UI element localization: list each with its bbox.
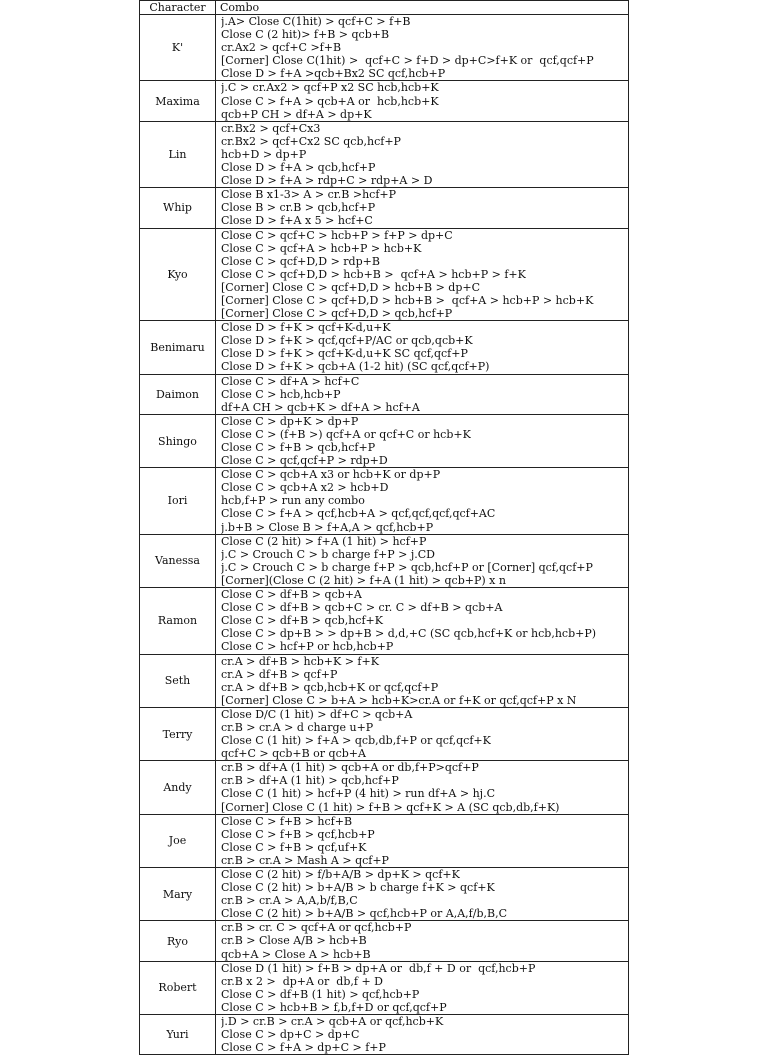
combo-line: Close C > f+B > qcf,uf+K bbox=[221, 840, 367, 854]
combo-line: Close C > f+A > dp+C > f+P bbox=[221, 1041, 386, 1055]
table-row bbox=[140, 1015, 629, 1055]
combo-cell bbox=[216, 761, 629, 814]
combo-line: cr.B > df+A (1 hit) > qcb,hcf+P bbox=[221, 774, 399, 788]
combo-line: Close C > dp+B > > dp+B > d,d,+C (SC qcb,hcf+K or hcb,hcb+P) bbox=[221, 627, 597, 641]
character-name: Iori bbox=[140, 468, 216, 534]
combo-cell bbox=[216, 588, 629, 654]
combo-line: Close C > df+B > qcb,hcf+K bbox=[221, 614, 383, 628]
combo-line: j.C > cr.Ax2 > qcf+P x2 SC hcb,hcb+K bbox=[221, 81, 439, 95]
table-row bbox=[140, 321, 629, 374]
combo-cell bbox=[216, 81, 629, 121]
table-row bbox=[140, 921, 629, 961]
character-name: Vanessa bbox=[140, 534, 216, 587]
combo-line: Close C > hcb,hcb+P bbox=[221, 387, 341, 401]
combo-line: Close C > df+B > qcb+A bbox=[221, 588, 362, 602]
combo-line: cr.Bx2 > qcf+Cx2 SC qcb,hcf+P bbox=[221, 134, 401, 148]
combo-line: [Corner] Close C (1 hit) > f+B > qcf+K > A (SC qcb,db,f+K) bbox=[221, 800, 560, 814]
combo-cell bbox=[216, 468, 629, 534]
character-name: Joe bbox=[140, 814, 216, 867]
table-row bbox=[140, 868, 629, 921]
combo-cell bbox=[216, 1015, 629, 1055]
combo-cell bbox=[216, 374, 629, 414]
combo-line: cr.A > df+B > hcb+K > f+K bbox=[221, 654, 379, 668]
combo-cell bbox=[216, 961, 629, 1014]
combo-line: [Corner] Close C > qcf+D,D > qcb,hcf+P bbox=[221, 307, 453, 321]
combo-line: Close B x1-3> A > cr.B >hcf+P bbox=[221, 188, 397, 202]
character-name: Yuri bbox=[140, 1015, 216, 1055]
combo-line: Close D > f+K > qcb+A (1-2 hit) (SC qcf,qcf+P) bbox=[221, 360, 490, 374]
combo-line: Close C > hcf+P or hcb,hcb+P bbox=[221, 640, 394, 654]
combo-line: Close C > df+B > qcb+C > cr. C > df+B > qcb+A bbox=[221, 601, 503, 615]
combo-table bbox=[139, 0, 629, 1055]
combo-cell bbox=[216, 228, 629, 321]
combo-line: hcb,f+P > run any combo bbox=[221, 494, 365, 508]
table-row bbox=[140, 468, 629, 534]
combo-line: Close C > qcb+A x3 or hcb+K or dp+P bbox=[221, 468, 441, 482]
combo-line: Close B > cr.B > qcb,hcf+P bbox=[221, 201, 376, 215]
combo-line: Close D > f+K > qcf,qcf+P/AC or qcb,qcb+K bbox=[221, 334, 473, 348]
combo-cell bbox=[216, 15, 629, 81]
combo-line: [Corner] Close C(1hit) > qcf+C > f+D > dp+C>f+K or qcf,qcf+P bbox=[221, 54, 594, 68]
combo-line: Close C (2 hit) > b+A/B > qcf,hcb+P or A,A,f/b,B,C bbox=[221, 907, 507, 921]
combo-line: Close C (1 hit) > f+A > qcb,db,f+P or qcf,qcf+K bbox=[221, 734, 491, 748]
combo-line: qcf+C > qcb+B or qcb+A bbox=[221, 747, 366, 761]
character-name: Terry bbox=[140, 707, 216, 760]
table-row bbox=[140, 961, 629, 1014]
table-row bbox=[140, 188, 629, 228]
combo-line: cr.B > cr.A > Mash A > qcf+P bbox=[221, 853, 389, 867]
combo-line: [Corner] Close C > qcf+D,D > hcb+B > qcf+A > hcb+P > hcb+K bbox=[221, 293, 594, 307]
table-row bbox=[140, 414, 629, 467]
character-name: Seth bbox=[140, 654, 216, 707]
combo-line: cr.B > cr.A > d charge u+P bbox=[221, 720, 374, 734]
table-row bbox=[140, 761, 629, 814]
table-row bbox=[140, 228, 629, 321]
combo-line: cr.A > df+B > qcb,hcb+K or qcf,qcf+P bbox=[221, 680, 439, 694]
combo-line: Close C > df+A > hcf+C bbox=[221, 374, 360, 388]
combo-line: Close C (2 hit)> f+B > qcb+B bbox=[221, 28, 390, 42]
combo-line: Close C > dp+K > dp+P bbox=[221, 414, 359, 428]
character-name: Ramon bbox=[140, 588, 216, 654]
character-name: Robert bbox=[140, 961, 216, 1014]
combo-line: Close C > f+B > hcf+B bbox=[221, 814, 353, 828]
combo-line: Close C > f+A > qcf,hcb+A > qcf,qcf,qcf,qcf+AC bbox=[221, 507, 496, 521]
combo-line: cr.Ax2 > qcf+C >f+B bbox=[221, 41, 342, 55]
character-name: Lin bbox=[140, 121, 216, 187]
combo-line: [Corner] Close C > qcf+D,D > hcb+B > dp+C bbox=[221, 280, 481, 294]
character-name: Daimon bbox=[140, 374, 216, 414]
combo-sheet bbox=[139, 0, 629, 1055]
combo-line: Close C > qcf+C > hcb+P > f+P > dp+C bbox=[221, 228, 453, 242]
combo-cell bbox=[216, 121, 629, 187]
combo-line: cr.B > Close A/B > hcb+B bbox=[221, 934, 367, 948]
character-name: Shingo bbox=[140, 414, 216, 467]
character-name: Mary bbox=[140, 868, 216, 921]
combo-line: j.C > Crouch C > b charge f+P > j.CD bbox=[221, 547, 435, 561]
combo-line: Close C (2 hit) > b+A/B > b charge f+K > qcf+K bbox=[221, 881, 495, 895]
table-row bbox=[140, 654, 629, 707]
combo-line: Close D > f+A > qcb,hcf+P bbox=[221, 161, 376, 175]
character-name: Ryo bbox=[140, 921, 216, 961]
combo-line: Close D > f+A x 5 > hcf+C bbox=[221, 214, 373, 228]
combo-line: Close C > dp+C > dp+C bbox=[221, 1028, 360, 1042]
combo-line: Close C > f+B > qcb,hcf+P bbox=[221, 441, 376, 454]
combo-cell bbox=[216, 414, 629, 467]
combo-line: df+A CH > qcb+K > df+A > hcf+A bbox=[221, 400, 420, 414]
combo-line: Close C > df+B (1 hit) > qcf,hcb+P bbox=[221, 987, 420, 1001]
combo-line: j.b+B > Close B > f+A,A > qcf,hcb+P bbox=[221, 520, 434, 534]
combo-line: cr.B > df+A (1 hit) > qcb+A or db,f+P>qcf+P bbox=[221, 761, 479, 775]
combo-line: Close C > hcb+B > f,b,f+D or qcf,qcf+P bbox=[221, 1000, 447, 1014]
combo-line: cr.B x 2 > dp+A or db,f + D bbox=[221, 974, 383, 988]
combo-cell bbox=[216, 868, 629, 921]
character-name: Benimaru bbox=[140, 321, 216, 374]
combo-line: Close C > qcf+D,D > rdp+B bbox=[221, 254, 380, 268]
table-row bbox=[140, 814, 629, 867]
table-row bbox=[140, 15, 629, 81]
character-name: Maxima bbox=[140, 81, 216, 121]
character-name: Kyo bbox=[140, 228, 216, 321]
combo-line: hcb+D > dp+P bbox=[221, 147, 307, 161]
character-name: Whip bbox=[140, 188, 216, 228]
header-row bbox=[140, 1, 629, 15]
combo-line: [Corner](Close C (2 hit) > f+A (1 hit) > qcb+P) x n bbox=[221, 573, 506, 587]
table-row bbox=[140, 81, 629, 121]
combo-cell bbox=[216, 188, 629, 228]
table-row bbox=[140, 588, 629, 654]
combo-line: Close C (2 hit) > f/b+A/B > dp+K > qcf+K bbox=[221, 868, 460, 881]
combo-line: Close C > qcf+A > hcb+P > hcb+K bbox=[221, 241, 422, 255]
combo-line: qcb+A > Close A > hcb+B bbox=[221, 947, 371, 961]
combo-line: qcb+P CH > df+A > dp+K bbox=[221, 107, 372, 121]
table-row bbox=[140, 121, 629, 187]
combo-cell bbox=[216, 321, 629, 374]
combo-table-body bbox=[140, 15, 629, 1055]
combo-line: Close D > f+A > rdp+C > rdp+A > D bbox=[221, 174, 433, 188]
combo-line: j.D > cr.B > cr.A > qcb+A or qcf,hcb+K bbox=[221, 1015, 444, 1029]
combo-line: Close D (1 hit) > f+B > dp+A or db,f + D or qcf,hcb+P bbox=[221, 961, 536, 975]
character-header: Character bbox=[140, 1, 216, 15]
combo-cell bbox=[216, 707, 629, 760]
table-row bbox=[140, 707, 629, 760]
combo-line: Close C > f+A > qcb+A or hcb,hcb+K bbox=[221, 94, 439, 108]
combo-line: cr.Bx2 > qcf+Cx3 bbox=[221, 121, 321, 135]
combo-line: Close D > f+K > qcf+K-d,u+K SC qcf,qcf+P bbox=[221, 347, 468, 361]
combo-line: Close C > (f+B >) qcf+A or qcf+C or hcb+K bbox=[221, 427, 471, 441]
combo-cell bbox=[216, 814, 629, 867]
combo-line: j.C > Crouch C > b charge f+P > qcb,hcf+P or [Corner] qcf,qcf+P bbox=[221, 560, 593, 574]
combo-line: j.A> Close C(1hit) > qcf+C > f+B bbox=[221, 15, 411, 28]
combo-line: Close C > qcb+A x2 > hcb+D bbox=[221, 481, 389, 495]
table-row bbox=[140, 374, 629, 414]
combo-line: Close C > qcf,qcf+P > rdp+D bbox=[221, 454, 388, 468]
character-name: K' bbox=[140, 15, 216, 81]
combo-cell bbox=[216, 534, 629, 587]
combo-line: Close C (1 hit) > hcf+P (4 hit) > run df+A > hj.C bbox=[221, 787, 495, 801]
combo-line: cr.B > cr. C > qcf+A or qcf,hcb+P bbox=[221, 921, 412, 935]
combo-line: cr.B > cr.A > A,A,b/f,B,C bbox=[221, 894, 358, 908]
combo-line: Close C > qcf+D,D > hcb+B > qcf+A > hcb+P > f+K bbox=[221, 267, 526, 281]
combo-line: Close D > f+K > qcf+K-d,u+K bbox=[221, 321, 391, 335]
combo-cell bbox=[216, 654, 629, 707]
combo-line: Close D/C (1 hit) > df+C > qcb+A bbox=[221, 707, 413, 721]
character-name: Andy bbox=[140, 761, 216, 814]
combo-line: [Corner] Close C > b+A > hcb+K>cr.A or f+K or qcf,qcf+P x N bbox=[221, 693, 577, 707]
table-row bbox=[140, 534, 629, 587]
combo-line: Close C > f+B > qcf,hcb+P bbox=[221, 827, 375, 841]
combo-line: Close C (2 hit) > f+A (1 hit) > hcf+P bbox=[221, 534, 427, 548]
combo-cell bbox=[216, 921, 629, 961]
combo-header: Combo bbox=[216, 1, 629, 15]
combo-line: cr.A > df+B > qcf+P bbox=[221, 667, 338, 681]
combo-line: Close D > f+A >qcb+Bx2 SC qcf,hcb+P bbox=[221, 67, 446, 81]
